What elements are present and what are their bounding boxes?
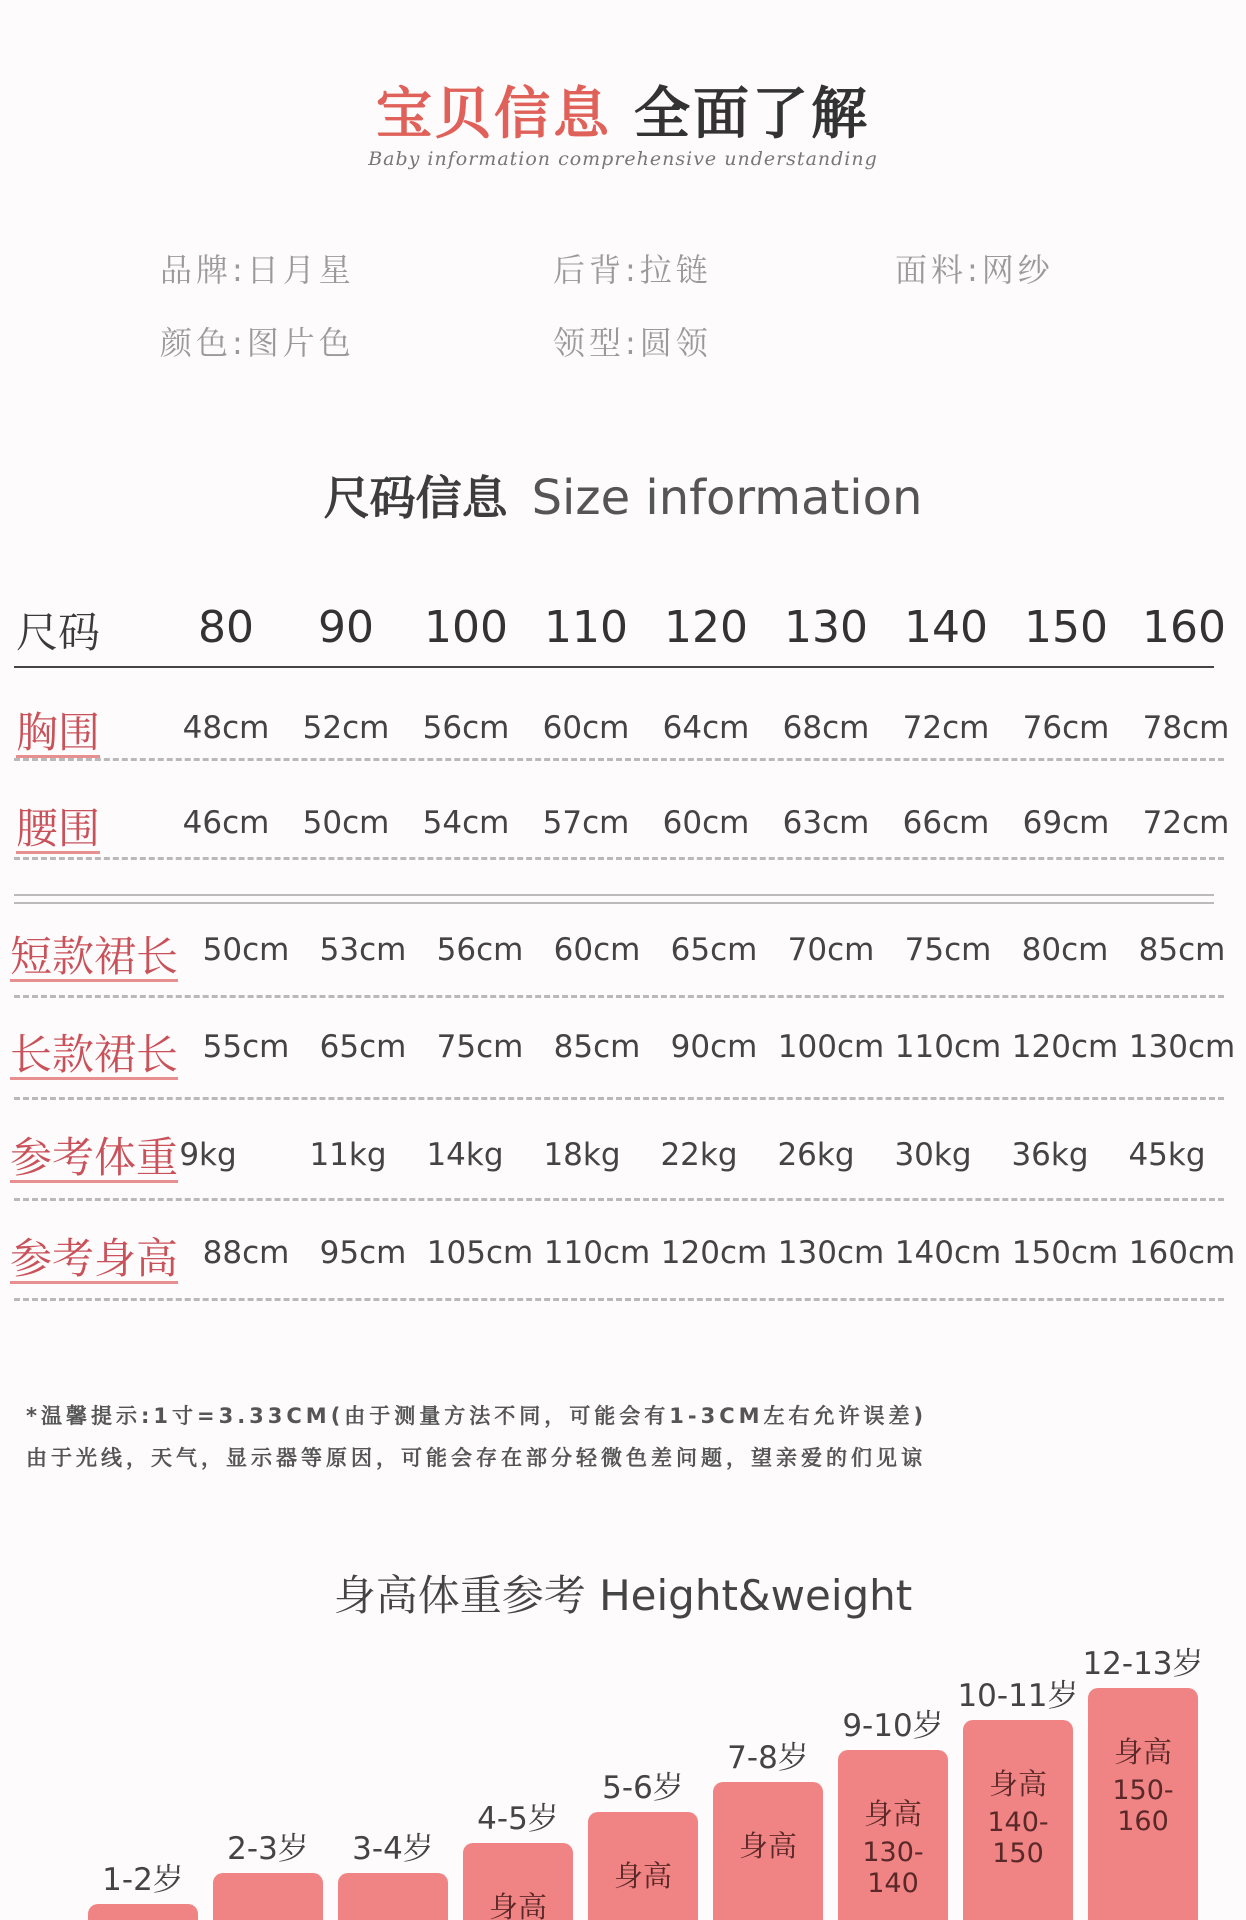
info-fabric: 面料:网纱 — [895, 251, 1054, 289]
table-cell: 65cm — [319, 1029, 407, 1065]
table-cell: 160cm — [1128, 1235, 1236, 1271]
table-cell: 26kg — [777, 1137, 855, 1173]
height-bar — [463, 1843, 573, 1920]
table-cell: 56cm — [436, 932, 524, 968]
age-label: 3-4岁 — [352, 1831, 434, 1867]
table-cell: 85cm — [1138, 932, 1226, 968]
height-bar-label: 身高 — [988, 1767, 1047, 1801]
age-label: 1-2岁 — [102, 1862, 184, 1898]
table-cell: 54cm — [422, 805, 510, 841]
age-label: 9-10岁 — [842, 1708, 944, 1744]
size-title-en: Size information — [531, 470, 923, 526]
height-bar — [963, 1720, 1073, 1920]
table-cell: 60cm — [542, 710, 630, 746]
height-bar-label: 身高 — [738, 1829, 797, 1863]
table-cell: 22kg — [660, 1137, 738, 1173]
table-cell: 95cm — [319, 1235, 407, 1271]
table-cell: 80cm — [1021, 932, 1109, 968]
table-cell: 70cm — [787, 932, 875, 968]
height-bar-range: 150-160 — [1112, 1775, 1174, 1837]
row-label-weight: 参考体重 — [10, 1133, 179, 1182]
table-cell: 68cm — [782, 710, 870, 746]
table-cell: 60cm — [662, 805, 750, 841]
age-label: 12-13岁 — [1082, 1646, 1204, 1682]
row-divider — [14, 995, 1224, 998]
size-section-title — [0, 462, 1246, 528]
height-weight-title: 身高体重参考 Height&weight — [333, 1571, 913, 1620]
table-cell: 14kg — [426, 1137, 504, 1173]
table-cell: 150cm — [1011, 1235, 1119, 1271]
size-title-cn: 尺码信息 — [323, 471, 508, 525]
table-cell: 50cm — [202, 932, 290, 968]
info-collar: 领型:圆领 — [553, 324, 712, 362]
size-header-cell: 80 — [198, 602, 254, 653]
table-cell: 130cm — [777, 1235, 885, 1271]
table-header-label: 尺码 — [16, 608, 101, 657]
row-divider — [14, 1198, 1224, 1201]
row-divider — [14, 758, 1224, 761]
size-header-cell: 90 — [318, 602, 374, 653]
row-label-chest: 胸围 — [16, 708, 101, 757]
table-cell: 50cm — [302, 805, 390, 841]
table-cell: 53cm — [319, 932, 407, 968]
section-double-divider — [14, 894, 1214, 904]
table-cell: 66cm — [902, 805, 990, 841]
table-cell: 55cm — [202, 1029, 290, 1065]
table-cell: 11kg — [309, 1137, 387, 1173]
size-header-cell: 100 — [424, 602, 508, 653]
height-bar-range: 130-140 — [862, 1837, 924, 1899]
title-accent: 宝贝信息 — [376, 82, 612, 147]
table-cell: 60cm — [553, 932, 641, 968]
tip-line-1: *温馨提示:1寸=3.33CM(由于测量方法不同，可能会有1-3CM左右允许误差) — [26, 1404, 928, 1428]
table-cell: 52cm — [302, 710, 390, 746]
table-cell: 56cm — [422, 710, 510, 746]
page-title — [0, 70, 1246, 150]
table-cell: 75cm — [904, 932, 992, 968]
age-label: 10-11岁 — [957, 1678, 1079, 1714]
table-cell: 75cm — [436, 1029, 524, 1065]
table-cell: 72cm — [1142, 805, 1230, 841]
info-color: 颜色:图片色 — [160, 324, 355, 362]
row-label-height: 参考身高 — [10, 1234, 179, 1283]
age-label: 7-8岁 — [727, 1740, 809, 1776]
height-bar-label: 身高 — [613, 1859, 672, 1893]
row-label-waist: 腰围 — [16, 804, 101, 853]
height-bar-label: 身高 — [1113, 1735, 1172, 1769]
height-bar-range: 140-150 — [987, 1807, 1049, 1869]
table-cell: 46cm — [182, 805, 270, 841]
info-back: 后背:拉链 — [553, 251, 712, 289]
height-bar-label: 身高 — [488, 1890, 547, 1920]
size-header-cell: 130 — [784, 602, 868, 653]
table-cell: 120cm — [660, 1235, 768, 1271]
row-label-long-length: 长款裙长 — [10, 1030, 179, 1079]
height-bar — [88, 1904, 198, 1920]
height-bar — [338, 1873, 448, 1920]
row-divider — [14, 1097, 1224, 1100]
table-cell: 105cm — [426, 1235, 534, 1271]
table-cell: 30kg — [894, 1137, 972, 1173]
tip-line-2: 由于光线，天气，显示器等原因，可能会存在部分轻微色差问题，望亲爱的们见谅 — [26, 1446, 926, 1470]
age-label: 2-3岁 — [227, 1831, 309, 1867]
title-rest: 全面了解 — [634, 82, 870, 147]
row-divider — [14, 857, 1224, 860]
table-cell: 57cm — [542, 805, 630, 841]
table-cell: 63cm — [782, 805, 870, 841]
height-bar-label: 身高 — [863, 1797, 922, 1831]
table-cell: 85cm — [553, 1029, 641, 1065]
table-cell: 100cm — [777, 1029, 885, 1065]
info-brand: 品牌:日月星 — [160, 251, 355, 289]
table-cell: 130cm — [1128, 1029, 1236, 1065]
size-header-cell: 120 — [664, 602, 748, 653]
age-label: 4-5岁 — [477, 1801, 559, 1837]
height-bar — [1088, 1688, 1198, 1920]
height-bar — [213, 1873, 323, 1920]
table-cell: 110cm — [894, 1029, 1002, 1065]
height-bar — [838, 1750, 948, 1920]
table-cell: 110cm — [543, 1235, 651, 1271]
size-header-cell: 160 — [1142, 602, 1226, 653]
height-bar — [713, 1782, 823, 1920]
header-divider — [14, 666, 1214, 668]
table-cell: 120cm — [1011, 1029, 1119, 1065]
table-cell: 9kg — [179, 1137, 237, 1173]
row-label-short-length: 短款裙长 — [10, 932, 179, 981]
table-cell: 69cm — [1022, 805, 1110, 841]
table-cell: 64cm — [662, 710, 750, 746]
size-header-cell: 140 — [904, 602, 988, 653]
table-cell: 18kg — [543, 1137, 621, 1173]
table-cell: 72cm — [902, 710, 990, 746]
table-cell: 36kg — [1011, 1137, 1089, 1173]
table-cell: 88cm — [202, 1235, 290, 1271]
table-cell: 140cm — [894, 1235, 1002, 1271]
table-cell: 65cm — [670, 932, 758, 968]
table-cell: 48cm — [182, 710, 270, 746]
row-divider — [14, 1298, 1224, 1301]
table-cell: 78cm — [1142, 710, 1230, 746]
table-cell: 76cm — [1022, 710, 1110, 746]
size-header-cell: 150 — [1024, 602, 1108, 653]
table-cell: 45kg — [1128, 1137, 1206, 1173]
page-subtitle: Baby information comprehensive understanding — [368, 148, 878, 170]
height-bar — [588, 1812, 698, 1920]
size-header-cell: 110 — [544, 602, 628, 653]
table-cell: 90cm — [670, 1029, 758, 1065]
age-label: 5-6岁 — [602, 1770, 684, 1806]
